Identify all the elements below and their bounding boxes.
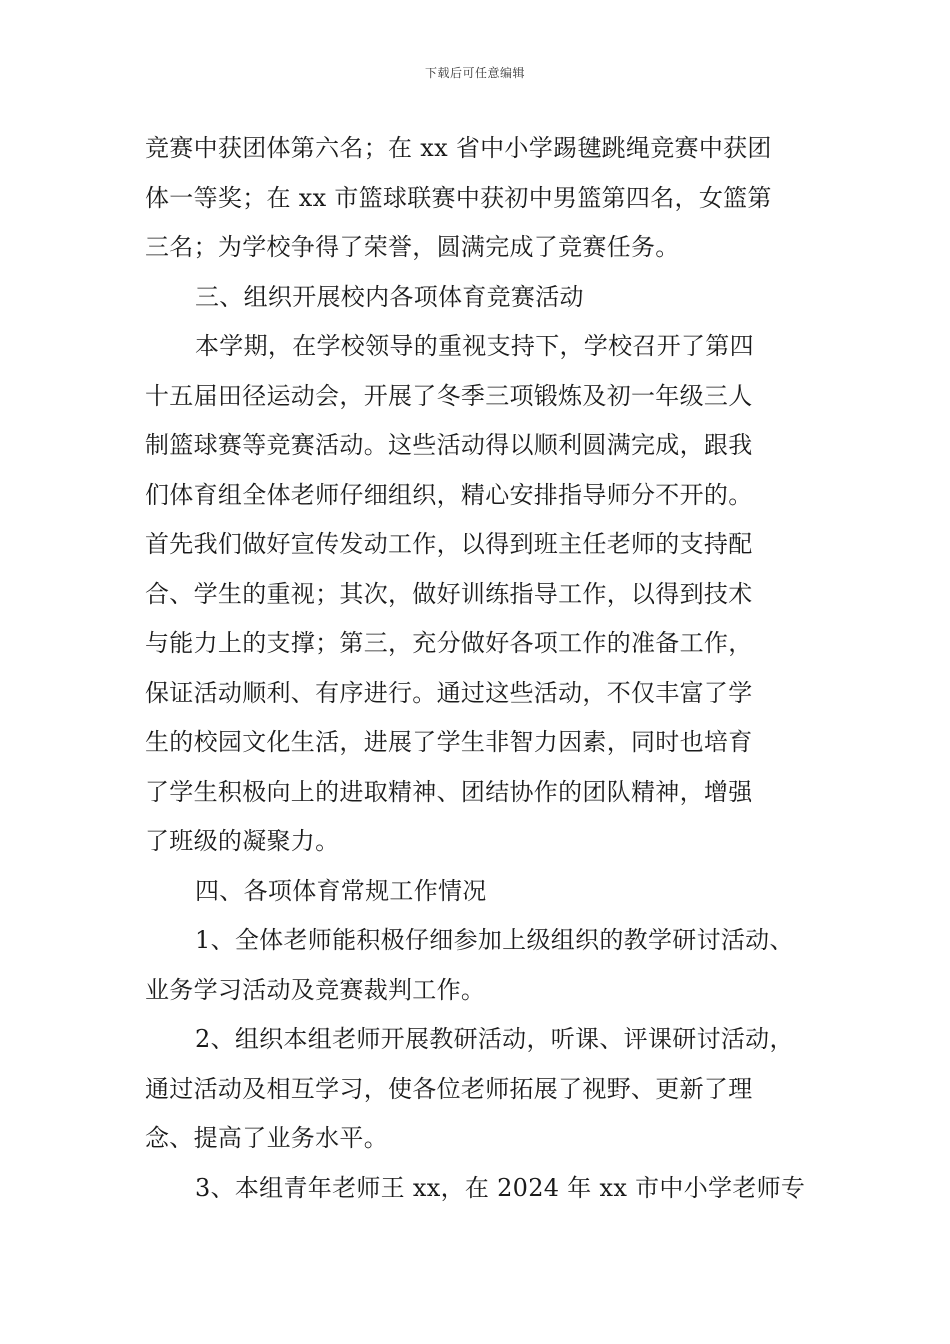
document-body <box>145 124 815 1213</box>
text-line-1: 竞赛中获团体第六名；在 xx 省中小学踢毽跳绳竞赛中获团 <box>145 134 772 162</box>
text-line-7: 制篮球赛等竞赛活动。这些活动得以顺利圆满完成，跟我 <box>145 431 753 459</box>
text-line-12: 保证活动顺利、有序进行。通过这些活动，不仅丰富了学 <box>145 678 753 707</box>
text-line-3: 三名；为学校争得了荣誉，圆满完成了竞赛任务。 <box>145 233 680 261</box>
section-heading-4: 四、各项体育常规工作情况 <box>195 876 487 905</box>
list-item-1: 1、全体老师能积极仔细参加上级组织的教学研讨活动、 <box>195 926 794 954</box>
text-line-11: 与能力上的支撑；第三，充分做好各项工作的准备工作， <box>145 629 753 657</box>
text-line-13: 生的校园文化生活，进展了学生非智力因素，同时也培育 <box>145 728 753 756</box>
list-item-3: 3、本组青年老师王 xx，在 2024 年 xx 市中小学老师专 <box>195 1173 806 1202</box>
list-item-2: 2、组织本组老师开展教研活动，听课、评课研讨活动， <box>195 1025 794 1053</box>
text-line-9: 首先我们做好宣传发动工作，以得到班主任老师的支持配 <box>145 530 753 558</box>
text-line-2: 体一等奖；在 xx 市篮球联赛中获初中男篮第四名，女篮第 <box>145 183 772 212</box>
page-header-note: 下载后可任意编辑 <box>424 66 525 80</box>
text-line-15: 了班级的凝聚力。 <box>145 827 340 855</box>
section-heading-3: 三、组织开展校内各项体育竞赛活动 <box>195 282 584 311</box>
text-line-21: 念、提高了业务水平。 <box>145 1124 388 1152</box>
text-line-5: 本学期，在学校领导的重视支持下，学校召开了第四 <box>195 332 754 360</box>
text-line-10: 合、学生的重视；其次，做好训练指导工作，以得到技术 <box>145 579 753 608</box>
text-line-18: 业务学习活动及竞赛裁判工作。 <box>145 975 486 1004</box>
text-line-6: 十五届田径运动会，开展了冬季三项锻炼及初一年级三人 <box>145 381 753 410</box>
text-line-8: 们体育组全体老师仔细组织，精心安排指导师分不开的。 <box>145 480 753 509</box>
text-line-20: 通过活动及相互学习，使各位老师拓展了视野、更新了理 <box>145 1074 753 1103</box>
text-line-14: 了学生积极向上的进取精神、团结协作的团队精神，增强 <box>145 777 753 806</box>
